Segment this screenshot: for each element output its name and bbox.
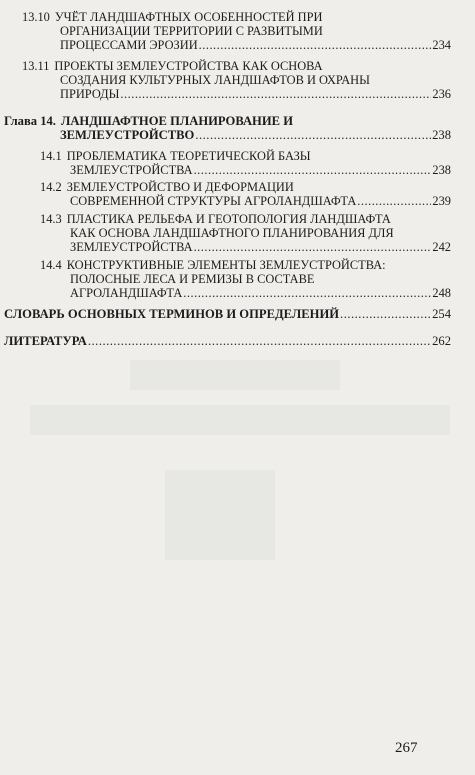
entry-page: 238 (432, 163, 451, 178)
dot-leader (199, 38, 432, 52)
entry-title-line-1: ПРОЕКТЫ ЗЕМЛЕУСТРОЙСТВА КАК ОСНОВА (54, 59, 323, 73)
dot-leader (340, 307, 431, 321)
dot-leader (194, 240, 432, 254)
toc-entry-13-11[interactable] (22, 59, 451, 102)
toc-entry-13-10[interactable] (22, 10, 451, 53)
chapter-page: 238 (432, 128, 451, 143)
entry-title-line-3: ПРОЦЕССАМИ ЭРОЗИИ (60, 38, 198, 53)
dot-leader (195, 128, 431, 142)
entry-title-line-1: ЗЕМЛЕУСТРОЙСТВО И ДЕФОРМАЦИИ (66, 180, 294, 194)
entry-title-line-2: СОЗДАНИЯ КУЛЬТУРНЫХ ЛАНДШАФТОВ И ОХРАНЫ (60, 73, 370, 88)
toc-entry-14-3[interactable] (40, 212, 451, 255)
entry-title-line-2: СОВРЕМЕННОЙ СТРУКТУРЫ АГРОЛАНДШАФТА (70, 194, 357, 209)
entry-title-line-3: ЗЕМЛЕУСТРОЙСТВА (70, 240, 193, 255)
entry-number: 14.3 (40, 212, 62, 226)
entry-title-line-3: ПРИРОДЫ (60, 87, 120, 102)
toc-entry-14-2[interactable] (40, 180, 451, 208)
dot-leader (357, 194, 431, 208)
entry-page: 248 (432, 286, 451, 301)
glossary-page: 254 (432, 307, 451, 321)
entry-page: 236 (432, 87, 451, 102)
toc-entry-14-1[interactable] (40, 149, 451, 177)
entry-title-line-2: КАК ОСНОВА ЛАНДШАФТНОГО ПЛАНИРОВАНИЯ ДЛЯ (70, 226, 394, 241)
dot-leader (120, 87, 431, 101)
toc-chapter-14[interactable] (4, 114, 451, 142)
entry-page: 234 (432, 38, 451, 53)
bleed-through-text (130, 360, 340, 390)
entry-title-line-1: ПРОБЛЕМАТИКА ТЕОРЕТИЧЕСКОЙ БАЗЫ (66, 149, 311, 163)
entry-number: 13.10 (22, 10, 50, 24)
chapter-label: Глава 14. (4, 114, 56, 128)
entry-page: 239 (432, 194, 451, 209)
chapter-title-line-1: ЛАНДШАФТНОЕ ПЛАНИРОВАНИЕ И (60, 114, 293, 128)
entry-title-line-1: УЧЁТ ЛАНДШАФТНЫХ ОСОБЕННОСТЕЙ ПРИ (54, 10, 323, 24)
entry-title-line-3: АГРОЛАНДШАФТА (70, 286, 183, 301)
chapter-title-line-2: ЗЕМЛЕУСТРОЙСТВО (60, 128, 195, 143)
entry-page: 242 (432, 240, 451, 255)
entry-title-line-2: ПОЛОСНЫЕ ЛЕСА И РЕМИЗЫ В СОСТАВЕ (70, 272, 315, 287)
entry-number: 13.11 (22, 59, 50, 73)
entry-title-line-1: ПЛАСТИКА РЕЛЬЕФА И ГЕОТОПОЛОГИЯ ЛАНДШАФТА (66, 212, 391, 226)
entry-title-line-2: ОРГАНИЗАЦИИ ТЕРРИТОРИИ С РАЗВИТЫМИ (60, 24, 323, 39)
page-number: 267 (395, 740, 418, 756)
bleed-through-text (30, 405, 450, 435)
bleed-through-barcode (165, 470, 275, 560)
entry-title-line-2: ЗЕМЛЕУСТРОЙСТВА (70, 163, 193, 178)
entry-number: 14.2 (40, 180, 62, 194)
entry-number: 14.4 (40, 258, 62, 272)
dot-leader (183, 286, 431, 300)
toc-literature[interactable] (4, 334, 451, 348)
entry-number: 14.1 (40, 149, 62, 163)
toc-entry-14-4[interactable] (40, 258, 451, 301)
entry-title-line-1: КОНСТРУКТИВНЫЕ ЭЛЕМЕНТЫ ЗЕМЛЕУСТРОЙСТВА: (66, 258, 386, 272)
dot-leader (88, 334, 431, 348)
glossary-title: СЛОВАРЬ ОСНОВНЫХ ТЕРМИНОВ И ОПРЕДЕЛЕНИЙ (4, 307, 340, 321)
literature-title: ЛИТЕРАТУРА (4, 334, 87, 348)
literature-page: 262 (432, 334, 451, 348)
dot-leader (194, 163, 432, 177)
toc-glossary[interactable] (4, 307, 451, 321)
